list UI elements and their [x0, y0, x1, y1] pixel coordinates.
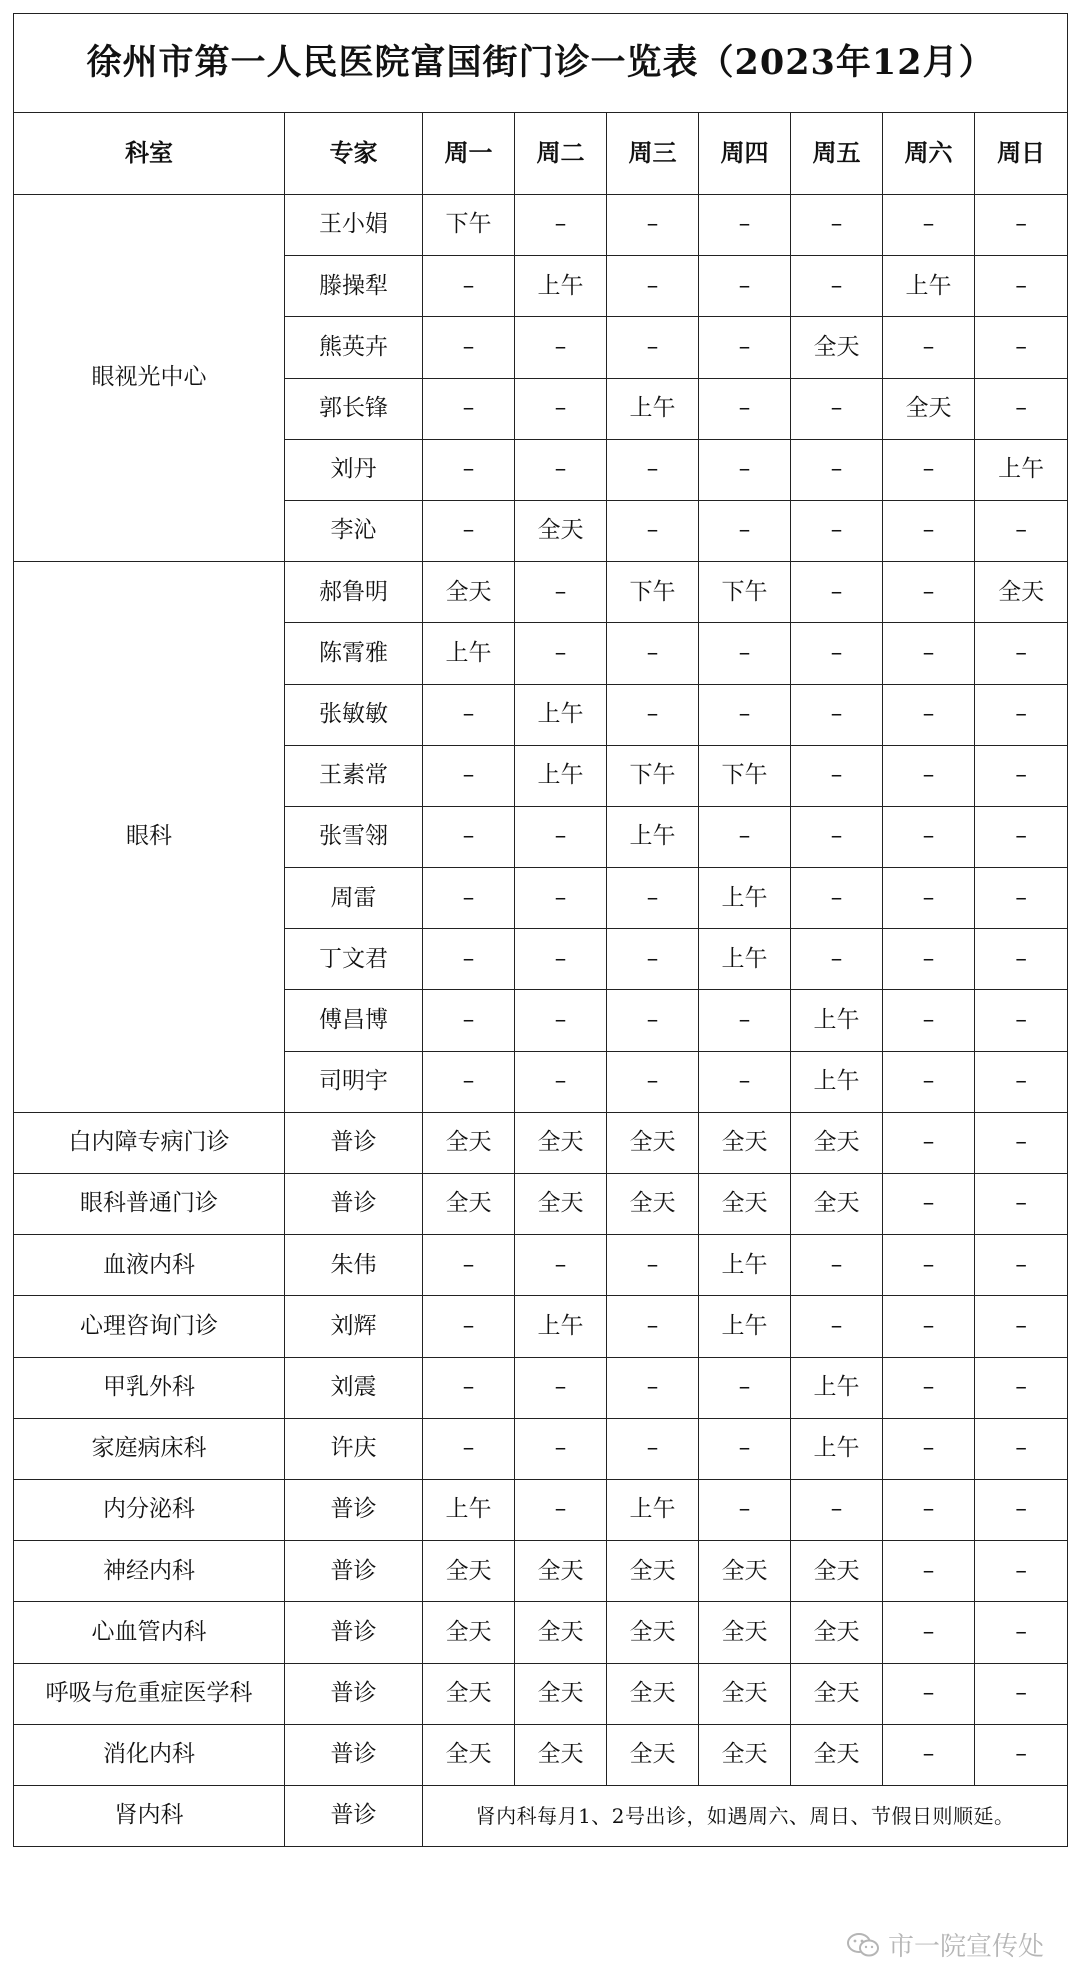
schedule-cell-thursday: 全天 [699, 1663, 791, 1724]
schedule-cell-thursday: – [699, 439, 791, 500]
schedule-sheet [13, 13, 1067, 1847]
header-thursday: 周四 [699, 113, 791, 195]
schedule-cell-wednesday: – [607, 929, 699, 990]
schedule-cell-thursday: 上午 [699, 868, 791, 929]
schedule-cell-thursday: 下午 [699, 562, 791, 623]
schedule-cell-friday: 全天 [791, 1174, 883, 1235]
schedule-cell-thursday: 上午 [699, 929, 791, 990]
schedule-cell-friday: 上午 [791, 1357, 883, 1418]
expert-cell: 刘震 [285, 1357, 423, 1418]
schedule-cell-sunday: – [975, 990, 1068, 1051]
schedule-cell-monday: – [423, 378, 515, 439]
schedule-cell-monday: – [423, 1296, 515, 1357]
expert-cell: 王小娟 [285, 195, 423, 256]
schedule-cell-tuesday: 上午 [515, 256, 607, 317]
schedule-cell-saturday: – [883, 806, 975, 867]
schedule-cell-thursday: 上午 [699, 1235, 791, 1296]
schedule-cell-thursday: – [699, 1357, 791, 1418]
schedule-cell-saturday: – [883, 500, 975, 561]
expert-cell: 普诊 [285, 1174, 423, 1235]
header-tuesday: 周二 [515, 113, 607, 195]
schedule-cell-sunday: – [975, 500, 1068, 561]
schedule-cell-tuesday: 全天 [515, 1663, 607, 1724]
schedule-cell-sunday: – [975, 623, 1068, 684]
schedule-cell-tuesday: 全天 [515, 1602, 607, 1663]
schedule-table [13, 13, 1068, 1847]
schedule-cell-saturday: – [883, 990, 975, 1051]
schedule-cell-sunday: – [975, 929, 1068, 990]
schedule-cell-thursday: – [699, 500, 791, 561]
schedule-cell-tuesday: – [515, 1357, 607, 1418]
schedule-cell-saturday: – [883, 1174, 975, 1235]
schedule-cell-wednesday: – [607, 1051, 699, 1112]
schedule-cell-monday: 上午 [423, 623, 515, 684]
schedule-cell-friday: – [791, 868, 883, 929]
table-row [14, 1541, 1068, 1602]
schedule-cell-thursday: – [699, 195, 791, 256]
schedule-cell-sunday: – [975, 684, 1068, 745]
dept-cell: 眼科普通门诊 [14, 1174, 285, 1235]
schedule-cell-monday: – [423, 745, 515, 806]
header-row [14, 113, 1068, 195]
schedule-cell-friday: – [791, 623, 883, 684]
schedule-cell-tuesday: 上午 [515, 684, 607, 745]
schedule-cell-friday: 全天 [791, 1541, 883, 1602]
schedule-cell-saturday: 上午 [883, 256, 975, 317]
schedule-cell-tuesday: 全天 [515, 1112, 607, 1173]
schedule-cell-tuesday: – [515, 562, 607, 623]
table-row [14, 195, 1068, 256]
dept-cell: 内分泌科 [14, 1479, 285, 1540]
expert-cell: 许庆 [285, 1418, 423, 1479]
expert-cell: 普诊 [285, 1724, 423, 1785]
table-row [14, 1357, 1068, 1418]
schedule-cell-friday: – [791, 195, 883, 256]
schedule-cell-wednesday: 全天 [607, 1174, 699, 1235]
header-expert: 专家 [285, 113, 423, 195]
schedule-cell-monday: – [423, 500, 515, 561]
schedule-cell-wednesday: – [607, 317, 699, 378]
schedule-cell-wednesday: – [607, 1296, 699, 1357]
schedule-cell-wednesday: – [607, 1418, 699, 1479]
schedule-cell-wednesday: – [607, 1235, 699, 1296]
schedule-cell-sunday: – [975, 317, 1068, 378]
schedule-cell-thursday: 下午 [699, 745, 791, 806]
header-sunday: 周日 [975, 113, 1068, 195]
schedule-cell-wednesday: – [607, 990, 699, 1051]
schedule-cell-thursday: – [699, 806, 791, 867]
schedule-cell-sunday: – [975, 378, 1068, 439]
schedule-cell-saturday: – [883, 317, 975, 378]
schedule-cell-wednesday: 上午 [607, 378, 699, 439]
watermark [846, 1926, 1044, 1963]
schedule-cell-saturday: – [883, 868, 975, 929]
schedule-cell-sunday: 全天 [975, 562, 1068, 623]
schedule-cell-wednesday: 下午 [607, 562, 699, 623]
schedule-cell-monday: 上午 [423, 1479, 515, 1540]
schedule-cell-monday: – [423, 1235, 515, 1296]
schedule-cell-monday: – [423, 439, 515, 500]
table-row [14, 1418, 1068, 1479]
schedule-cell-saturday: – [883, 745, 975, 806]
dept-cell: 神经内科 [14, 1541, 285, 1602]
dept-cell: 家庭病床科 [14, 1418, 285, 1479]
schedule-cell-saturday: – [883, 439, 975, 500]
schedule-cell-friday: – [791, 500, 883, 561]
schedule-cell-tuesday: 上午 [515, 1296, 607, 1357]
schedule-cell-thursday: – [699, 1479, 791, 1540]
schedule-cell-monday: – [423, 1418, 515, 1479]
schedule-cell-tuesday: – [515, 1051, 607, 1112]
schedule-cell-friday: 全天 [791, 1602, 883, 1663]
schedule-cell-wednesday: 全天 [607, 1541, 699, 1602]
schedule-cell-saturday: – [883, 1541, 975, 1602]
schedule-cell-monday: – [423, 929, 515, 990]
schedule-cell-monday: – [423, 1051, 515, 1112]
dept-cell: 呼吸与危重症医学科 [14, 1663, 285, 1724]
table-row [14, 1663, 1068, 1724]
expert-cell: 刘丹 [285, 439, 423, 500]
dept-cell: 甲乳外科 [14, 1357, 285, 1418]
table-row [14, 1235, 1068, 1296]
dept-cell: 肾内科 [14, 1785, 285, 1846]
schedule-cell-friday: 上午 [791, 1051, 883, 1112]
schedule-cell-saturday: – [883, 562, 975, 623]
header-friday: 周五 [791, 113, 883, 195]
schedule-cell-thursday: 上午 [699, 1296, 791, 1357]
schedule-cell-tuesday: – [515, 990, 607, 1051]
header-wednesday: 周三 [607, 113, 699, 195]
schedule-cell-thursday: 全天 [699, 1724, 791, 1785]
table-row [14, 1174, 1068, 1235]
schedule-cell-saturday: – [883, 684, 975, 745]
schedule-cell-sunday: – [975, 1174, 1068, 1235]
expert-cell: 普诊 [285, 1663, 423, 1724]
schedule-cell-saturday: – [883, 929, 975, 990]
schedule-cell-saturday: – [883, 1357, 975, 1418]
schedule-cell-tuesday: – [515, 868, 607, 929]
schedule-cell-wednesday: – [607, 439, 699, 500]
dept-cell: 血液内科 [14, 1235, 285, 1296]
schedule-cell-monday: – [423, 256, 515, 317]
dept-cell: 心血管内科 [14, 1602, 285, 1663]
schedule-cell-tuesday: – [515, 195, 607, 256]
schedule-cell-friday: 全天 [791, 1663, 883, 1724]
schedule-cell-wednesday: – [607, 623, 699, 684]
schedule-cell-friday: 上午 [791, 1418, 883, 1479]
expert-cell: 李沁 [285, 500, 423, 561]
schedule-cell-sunday: – [975, 745, 1068, 806]
schedule-cell-saturday: – [883, 1235, 975, 1296]
schedule-cell-thursday: 全天 [699, 1174, 791, 1235]
schedule-cell-sunday: – [975, 256, 1068, 317]
schedule-cell-monday: – [423, 684, 515, 745]
schedule-cell-tuesday: – [515, 378, 607, 439]
schedule-cell-thursday: – [699, 990, 791, 1051]
schedule-cell-wednesday: – [607, 684, 699, 745]
schedule-cell-friday: – [791, 745, 883, 806]
schedule-cell-wednesday: – [607, 868, 699, 929]
schedule-cell-saturday: – [883, 1051, 975, 1112]
schedule-cell-friday: – [791, 562, 883, 623]
schedule-cell-tuesday: – [515, 929, 607, 990]
schedule-cell-thursday: – [699, 1418, 791, 1479]
expert-cell: 郭长锋 [285, 378, 423, 439]
schedule-cell-friday: 上午 [791, 990, 883, 1051]
schedule-cell-tuesday: 上午 [515, 745, 607, 806]
schedule-cell-sunday: – [975, 1479, 1068, 1540]
schedule-cell-friday: – [791, 256, 883, 317]
schedule-cell-thursday: – [699, 256, 791, 317]
watermark-text: 市一院宣传处 [887, 1932, 1044, 1962]
schedule-cell-thursday: – [699, 1051, 791, 1112]
schedule-cell-thursday: 全天 [699, 1112, 791, 1173]
schedule-cell-tuesday: 全天 [515, 500, 607, 561]
schedule-cell-sunday: – [975, 806, 1068, 867]
expert-cell: 王素常 [285, 745, 423, 806]
schedule-cell-monday: 全天 [423, 562, 515, 623]
page-title: 徐州市第一人民医院富国街门诊一览表（2023年12月） [14, 14, 1068, 113]
dept-cell: 心理咨询门诊 [14, 1296, 285, 1357]
expert-cell: 张敏敏 [285, 684, 423, 745]
dept-cell: 眼科 [14, 562, 285, 1113]
schedule-cell-tuesday: 全天 [515, 1174, 607, 1235]
schedule-cell-thursday: – [699, 684, 791, 745]
schedule-cell-saturday: – [883, 1663, 975, 1724]
expert-cell: 普诊 [285, 1479, 423, 1540]
table-row [14, 1602, 1068, 1663]
schedule-cell-sunday: – [975, 1051, 1068, 1112]
schedule-cell-monday: – [423, 990, 515, 1051]
schedule-cell-tuesday: 全天 [515, 1724, 607, 1785]
schedule-cell-sunday: – [975, 195, 1068, 256]
schedule-cell-monday: 全天 [423, 1724, 515, 1785]
header-saturday: 周六 [883, 113, 975, 195]
schedule-cell-saturday: – [883, 1112, 975, 1173]
expert-cell: 滕操犁 [285, 256, 423, 317]
schedule-cell-sunday: – [975, 1112, 1068, 1173]
expert-cell: 朱伟 [285, 1235, 423, 1296]
schedule-cell-wednesday: – [607, 195, 699, 256]
schedule-cell-wednesday: – [607, 1357, 699, 1418]
header-dept: 科室 [14, 113, 285, 195]
schedule-cell-friday: – [791, 684, 883, 745]
schedule-cell-tuesday: – [515, 1235, 607, 1296]
expert-cell: 普诊 [285, 1541, 423, 1602]
schedule-cell-wednesday: 全天 [607, 1724, 699, 1785]
expert-cell: 普诊 [285, 1112, 423, 1173]
schedule-cell-monday: – [423, 1357, 515, 1418]
schedule-cell-wednesday: 上午 [607, 1479, 699, 1540]
schedule-cell-monday: – [423, 868, 515, 929]
schedule-cell-friday: – [791, 806, 883, 867]
schedule-cell-wednesday: 全天 [607, 1112, 699, 1173]
expert-cell: 郝鲁明 [285, 562, 423, 623]
schedule-cell-wednesday: 全天 [607, 1602, 699, 1663]
schedule-cell-sunday: 上午 [975, 439, 1068, 500]
expert-cell: 陈霄雅 [285, 623, 423, 684]
schedule-cell-tuesday: – [515, 1479, 607, 1540]
schedule-cell-saturday: – [883, 1479, 975, 1540]
schedule-cell-monday: 全天 [423, 1541, 515, 1602]
expert-cell: 普诊 [285, 1785, 423, 1846]
schedule-cell-thursday: 全天 [699, 1541, 791, 1602]
schedule-cell-sunday: – [975, 1296, 1068, 1357]
schedule-cell-wednesday: 全天 [607, 1663, 699, 1724]
schedule-cell-friday: – [791, 439, 883, 500]
schedule-cell-tuesday: 全天 [515, 1541, 607, 1602]
schedule-cell-sunday: – [975, 1418, 1068, 1479]
expert-cell: 普诊 [285, 1602, 423, 1663]
schedule-cell-sunday: – [975, 1663, 1068, 1724]
schedule-cell-tuesday: – [515, 623, 607, 684]
table-row [14, 1296, 1068, 1357]
table-row-kidney [14, 1785, 1068, 1846]
schedule-cell-monday: 全天 [423, 1112, 515, 1173]
schedule-cell-sunday: – [975, 1724, 1068, 1785]
schedule-cell-friday: – [791, 1235, 883, 1296]
schedule-cell-friday: 全天 [791, 317, 883, 378]
table-row [14, 1112, 1068, 1173]
schedule-cell-monday: – [423, 806, 515, 867]
schedule-cell-tuesday: – [515, 1418, 607, 1479]
table-row [14, 1724, 1068, 1785]
table-row [14, 562, 1068, 623]
schedule-cell-thursday: – [699, 378, 791, 439]
schedule-cell-monday: – [423, 317, 515, 378]
header-monday: 周一 [423, 113, 515, 195]
expert-cell: 张雪翎 [285, 806, 423, 867]
table-row [14, 1479, 1068, 1540]
schedule-body [14, 195, 1068, 1786]
dept-cell: 消化内科 [14, 1724, 285, 1785]
dept-cell: 白内障专病门诊 [14, 1112, 285, 1173]
schedule-cell-tuesday: – [515, 317, 607, 378]
schedule-cell-saturday: – [883, 195, 975, 256]
schedule-cell-friday: – [791, 378, 883, 439]
expert-cell: 丁文君 [285, 929, 423, 990]
schedule-cell-saturday: – [883, 1602, 975, 1663]
schedule-cell-thursday: – [699, 317, 791, 378]
schedule-cell-saturday: – [883, 623, 975, 684]
wechat-icon [846, 1932, 880, 1958]
expert-cell: 司明宇 [285, 1051, 423, 1112]
schedule-cell-saturday: – [883, 1296, 975, 1357]
schedule-cell-wednesday: – [607, 500, 699, 561]
schedule-cell-wednesday: 下午 [607, 745, 699, 806]
schedule-cell-thursday: – [699, 623, 791, 684]
schedule-cell-saturday: – [883, 1724, 975, 1785]
schedule-cell-sunday: – [975, 1541, 1068, 1602]
expert-cell: 周雷 [285, 868, 423, 929]
schedule-cell-friday: 全天 [791, 1724, 883, 1785]
schedule-cell-sunday: – [975, 868, 1068, 929]
schedule-cell-saturday: 全天 [883, 378, 975, 439]
schedule-cell-friday: – [791, 1479, 883, 1540]
schedule-cell-tuesday: – [515, 806, 607, 867]
schedule-cell-wednesday: – [607, 256, 699, 317]
schedule-cell-friday: – [791, 929, 883, 990]
expert-cell: 熊英卉 [285, 317, 423, 378]
schedule-cell-sunday: – [975, 1602, 1068, 1663]
schedule-cell-thursday: 全天 [699, 1602, 791, 1663]
schedule-cell-monday: 全天 [423, 1174, 515, 1235]
schedule-cell-friday: 全天 [791, 1112, 883, 1173]
schedule-cell-wednesday: 上午 [607, 806, 699, 867]
expert-cell: 刘辉 [285, 1296, 423, 1357]
expert-cell: 傅昌博 [285, 990, 423, 1051]
schedule-cell-tuesday: – [515, 439, 607, 500]
schedule-cell-sunday: – [975, 1235, 1068, 1296]
schedule-cell-sunday: – [975, 1357, 1068, 1418]
schedule-cell-monday: 下午 [423, 195, 515, 256]
schedule-cell-saturday: – [883, 1418, 975, 1479]
kidney-note: 肾内科每月1、2号出诊，如遇周六、周日、节假日则顺延。 [423, 1785, 1068, 1846]
schedule-cell-friday: – [791, 1296, 883, 1357]
schedule-cell-monday: 全天 [423, 1602, 515, 1663]
dept-cell: 眼视光中心 [14, 195, 285, 562]
schedule-cell-monday: 全天 [423, 1663, 515, 1724]
